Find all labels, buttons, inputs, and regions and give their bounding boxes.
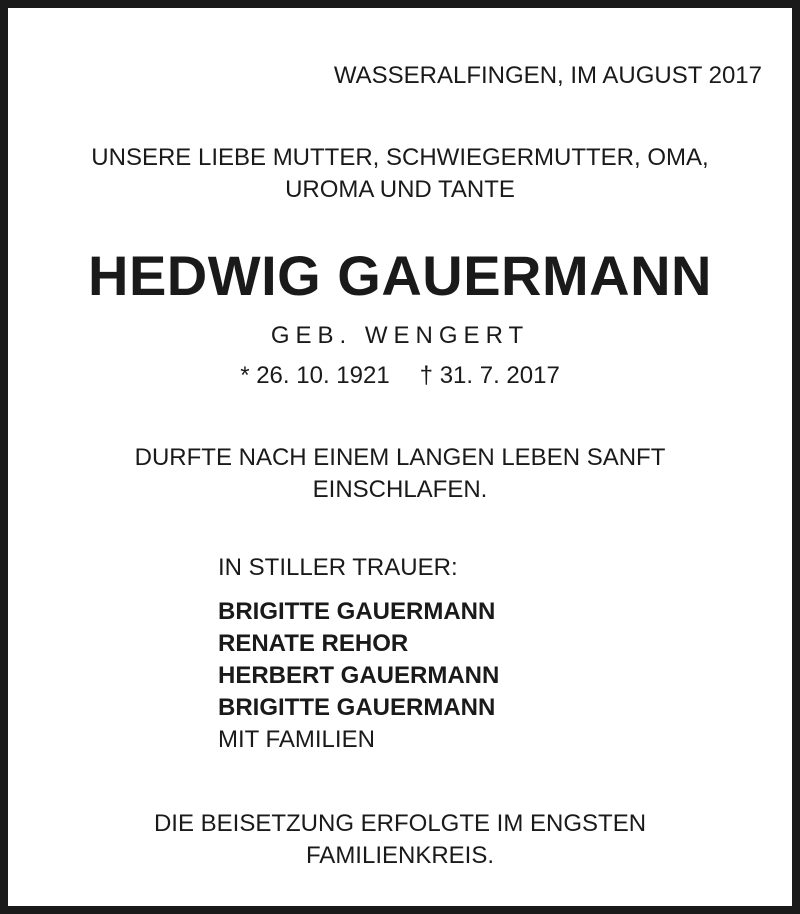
deceased-name: HEDWIG GAUERMANN (88, 244, 712, 307)
burial-line-2: FAMILIENKREIS. (305, 842, 495, 869)
mourner-name: BRIGITTE GAUERMANN (218, 598, 496, 625)
burial-text (8, 808, 792, 872)
birth-date: * 26. 10. 1921 (240, 362, 390, 389)
passing-line-2: EINSCHLAFEN. (312, 476, 488, 503)
family-note: MIT FAMILIEN (218, 726, 375, 753)
intro-line-2: UROMA UND TANTE (285, 176, 515, 203)
mourner-name: BRIGITTE GAUERMANN (218, 694, 496, 721)
maiden-name: GEB. WENGERT (270, 322, 530, 349)
intro-line-1: UNSERE LIEBE MUTTER, SCHWIEGERMUTTER, OMA, (91, 144, 709, 171)
passing-line-1: DURFTE NACH EINEM LANGEN LEBEN SANFT (134, 444, 666, 471)
mourner-name: RENATE REHOR (218, 630, 409, 657)
life-dates (8, 364, 792, 388)
intro-text (8, 142, 792, 206)
place-date: WASSERALFINGEN, IM AUGUST 2017 (333, 62, 762, 89)
burial-line-1: DIE BEISETZUNG ERFOLGTE IM ENGSTEN (153, 810, 647, 837)
death-date: † 31. 7. 2017 (419, 362, 560, 389)
mourning-heading: IN STILLER TRAUER: (218, 554, 458, 581)
mourners-list (218, 596, 499, 756)
passing-text (8, 442, 792, 506)
mourner-name: HERBERT GAUERMANN (218, 662, 500, 689)
